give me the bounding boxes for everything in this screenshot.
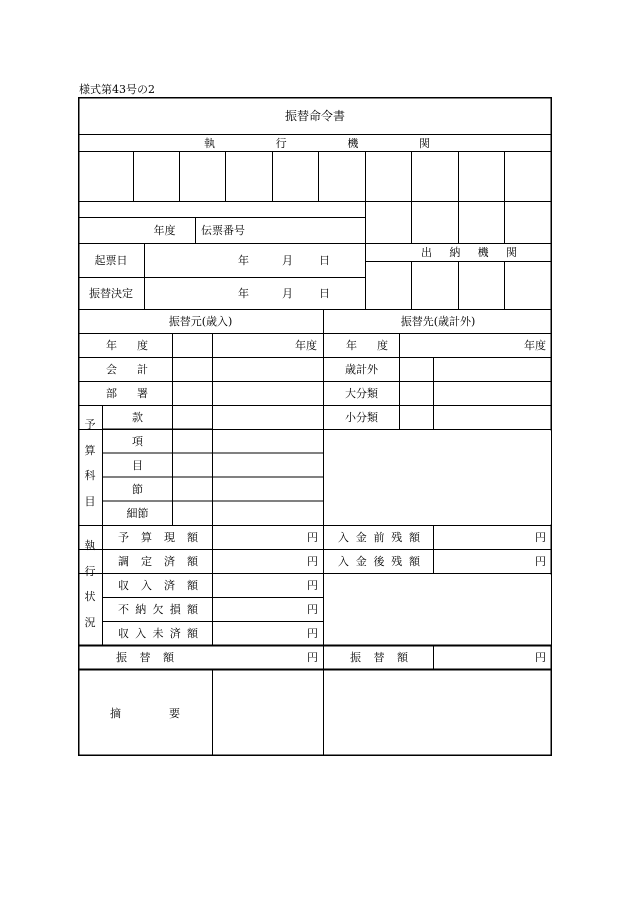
yen-unit: 円 [307,531,318,544]
form-title: 振替命令書 [284,108,345,123]
disbursement-agency-char: 関 [505,245,517,259]
summary-field[interactable] [213,670,551,755]
label-char: 調 [118,555,129,568]
label-char: 額 [409,555,420,568]
received-amount-label [118,574,198,597]
voucher-number-field[interactable] [258,218,364,243]
yen-unit: 円 [307,555,318,568]
uncollected-amount-field[interactable] [213,622,318,645]
label-char: 現 [164,531,175,544]
issue-date-month: 月 [282,254,293,267]
budget-item-saisetsu: 細節 [126,507,149,520]
label-char: 残 [391,531,403,544]
fiscal-year-unit: 年度 [524,339,546,352]
label-char: 算 [84,443,96,457]
label-char: 予 [118,531,129,544]
label-char: 摘 [110,706,121,720]
transfer-decision-month: 月 [282,287,293,300]
budget-item-label [83,419,97,507]
disbursement-agency-cells[interactable] [366,262,552,309]
label-char: 定 [141,555,152,568]
yen-unit: 円 [535,555,546,568]
label-char: 前 [373,531,385,544]
yen-unit: 円 [307,651,318,664]
transfer-amount-field[interactable] [213,646,318,669]
yen-unit: 円 [307,579,318,592]
budget-item-kou: 項 [132,435,143,448]
label-char: 納 [135,603,147,616]
label-char: 計 [137,363,148,376]
label-char: 残 [391,555,403,568]
transfer-order-form [78,97,552,756]
label-char: 欠 [152,603,164,616]
label-char: 未 [152,627,164,640]
yen-unit: 円 [535,651,546,664]
source-fiscal-year-field[interactable] [173,334,317,357]
assessed-amount-label [118,550,198,573]
assessed-amount-field[interactable] [213,550,318,573]
budget-item-setsu: 節 [132,483,143,496]
label-char: 年 [346,339,357,352]
uncollectible-loss-amount-field[interactable] [213,598,318,621]
issue-date-year: 年 [238,254,249,267]
label-char: 入 [338,555,349,568]
label-char: 振 [350,651,361,664]
yen-unit: 円 [535,531,546,544]
source-header: 振替元(歳入) [168,315,233,328]
execution-agency-char: 執 [204,136,215,150]
label-char: 不 [118,603,129,616]
transfer-amount-right-label [350,646,408,669]
disbursement-agency-char: 機 [477,245,489,259]
label-char: 額 [187,531,198,544]
label-char: 金 [355,531,367,544]
label-char: 済 [164,579,175,592]
yen-unit: 円 [307,603,318,616]
execution-agency-char: 行 [275,136,287,150]
balance-before-deposit-field[interactable] [434,526,546,549]
department-label [106,382,148,405]
uncollectible-loss-amount-label [118,598,198,621]
destination-header: 振替先(歳計外) [400,315,476,328]
execution-agency-char: 機 [347,136,359,150]
label-char: 収 [118,627,129,640]
budget-item-moku: 目 [132,459,143,472]
fiscal-year-unit: 年度 [295,339,317,352]
issue-date-label: 起票日 [94,254,128,267]
label-char: 予 [84,418,96,431]
execution-agency-cells[interactable] [78,152,365,201]
label-char: 度 [377,339,388,352]
label-char: 部 [106,387,117,400]
destination-row-major-class: 大分類 [345,387,378,400]
destination-fiscal-year-field[interactable] [400,334,546,357]
voucher-number-label: 伝票番号 [201,224,245,237]
label-char: 振 [116,651,127,664]
label-char: 替 [139,651,151,664]
label-char: 度 [137,339,148,352]
budget-current-amount-label [118,526,198,549]
label-char: 要 [169,706,180,720]
execution-agency-char: 関 [418,136,430,150]
label-char: 署 [137,387,148,400]
label-char: 額 [187,555,198,568]
destination-row-minor-class: 小分類 [345,411,378,424]
form-number: 様式第43号の2 [79,83,155,96]
label-char: 況 [84,615,96,629]
label-char: 状 [84,590,96,604]
transfer-decision-label: 振替決定 [89,287,133,300]
year-label: 年度 [153,224,176,237]
balance-before-deposit-label [338,526,420,549]
label-char: 目 [84,494,96,508]
summary-label [110,670,180,756]
label-char: 額 [409,531,420,544]
issue-date-field[interactable] [145,244,365,277]
label-char: 算 [141,531,152,544]
label-char: 額 [187,603,198,616]
execution-agency-header [204,136,430,150]
source-fiscal-year-label [106,334,148,357]
destination-row-outside-budget: 歳計外 [345,363,378,376]
label-char: 額 [187,579,198,592]
label-char: 年 [106,339,117,352]
transfer-decision-year: 年 [238,287,249,300]
label-char: 済 [164,555,175,568]
transfer-amount-label [116,646,174,669]
label-char: 行 [84,564,96,578]
balance-after-deposit-field[interactable] [434,550,546,573]
label-char: 科 [84,469,96,483]
transfer-decision-field[interactable] [145,278,365,309]
balance-after-deposit-label [338,550,420,573]
label-char: 損 [169,603,181,616]
label-char: 入 [141,579,152,592]
label-char: 収 [118,579,129,592]
label-char: 額 [397,651,408,664]
label-char: 会 [106,363,117,376]
label-char: 入 [338,531,349,544]
transfer-amount-right-field[interactable] [434,646,546,669]
execution-status-label [83,540,97,628]
transfer-decision-day: 日 [319,287,330,300]
issue-date-day: 日 [319,254,330,267]
account-label [106,358,148,381]
destination-fiscal-year-label [346,334,388,357]
uncollected-amount-label [118,622,198,645]
disbursement-agency-header [421,245,517,259]
budget-current-amount-field[interactable] [213,526,318,549]
disbursement-agency-char: 出 [421,245,432,259]
received-amount-field[interactable] [213,574,318,597]
label-char: 金 [355,555,367,568]
budget-item-kan: 款 [132,411,143,424]
label-char: 額 [163,651,174,664]
label-char: 執 [84,539,96,552]
yen-unit: 円 [307,627,318,640]
label-char: 済 [169,627,181,640]
label-char: 替 [373,651,385,664]
label-char: 後 [373,555,385,568]
disbursement-agency-char: 納 [449,245,461,259]
label-char: 入 [135,627,147,640]
label-char: 額 [187,627,198,640]
